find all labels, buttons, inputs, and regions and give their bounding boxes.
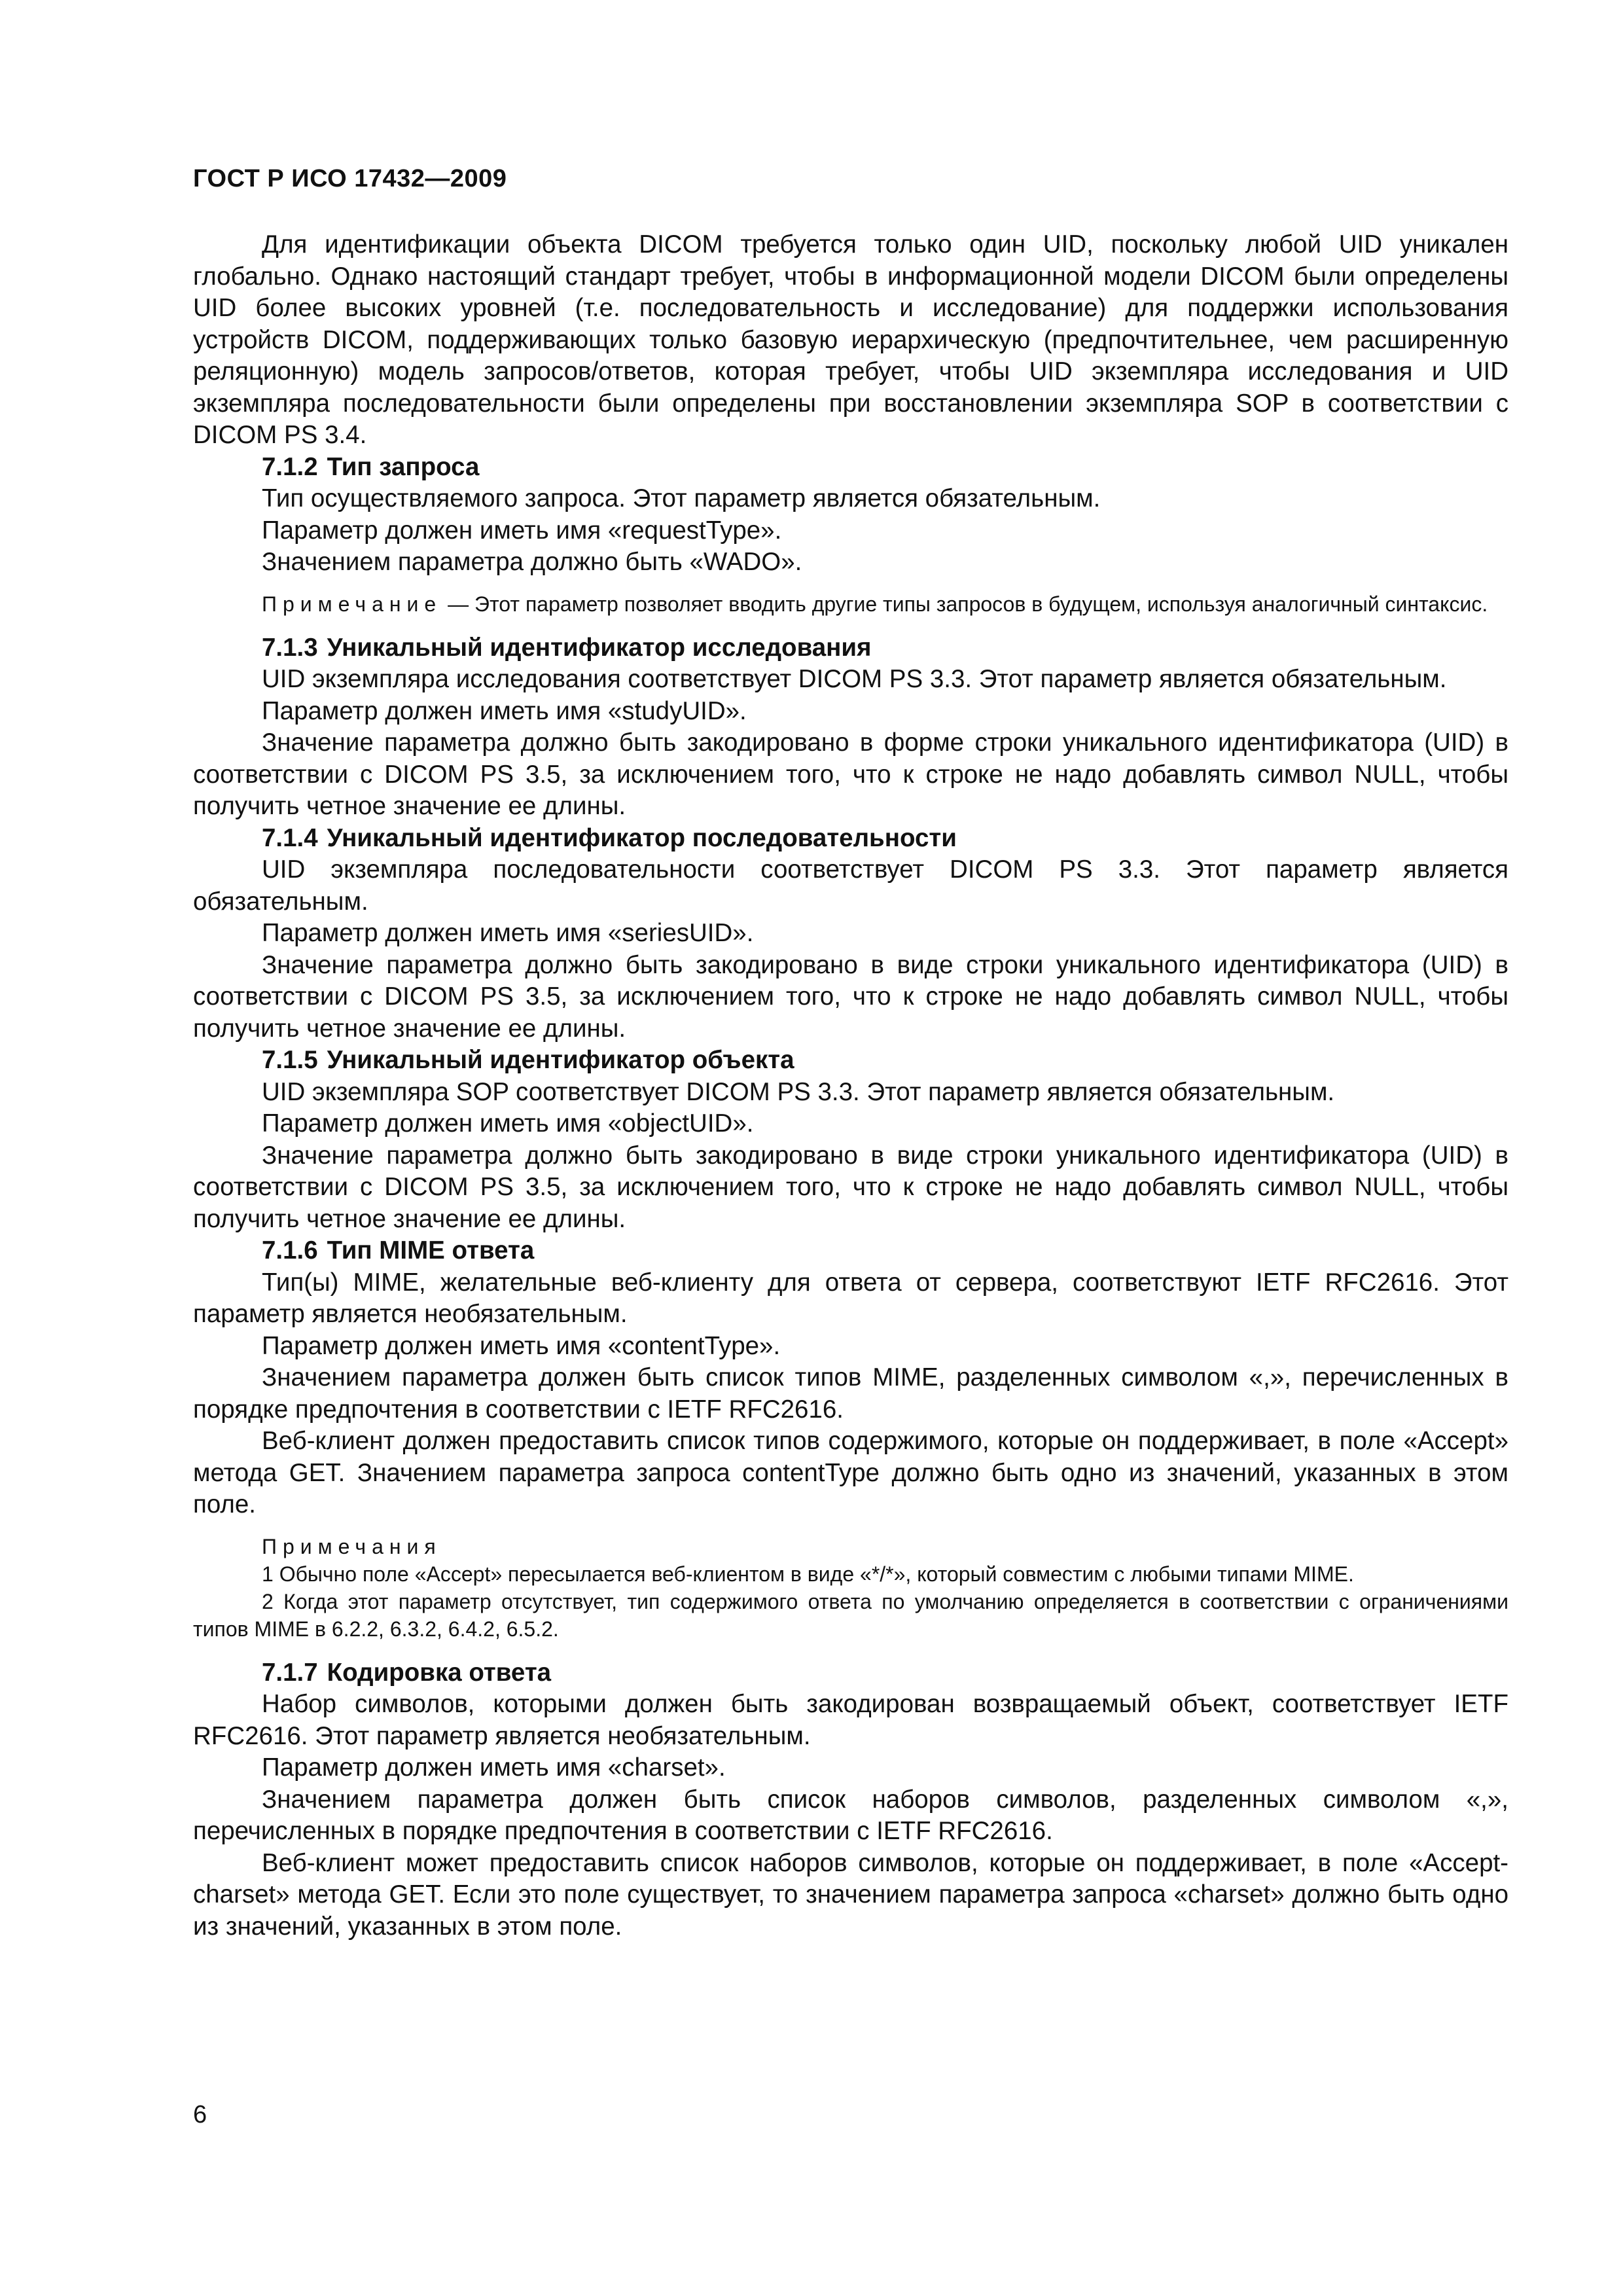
standard-header: ГОСТ Р ИСО 17432—2009 — [193, 165, 507, 192]
section-title: Тип MIME ответа — [327, 1236, 535, 1265]
section-number: 7.1.4 — [262, 823, 318, 852]
note-label: Примечание — [262, 592, 442, 616]
section-heading-7-1-2 — [193, 452, 1508, 484]
paragraph: Набор символов, которыми должен быть закодирован возвращаемый объект, соответствует IETF RFC2616. Этот параметр является необязательным. — [193, 1690, 1508, 1750]
paragraph: Параметр должен иметь имя «charset». — [262, 1753, 726, 1782]
section-number: 7.1.2 — [262, 452, 318, 481]
paragraph: Параметр должен иметь имя «seriesUID». — [262, 919, 754, 947]
paragraph: Параметр должен иметь имя «requestType». — [262, 516, 782, 545]
section-number: 7.1.3 — [262, 633, 318, 662]
section-title: Тип запроса — [327, 452, 480, 481]
paragraph: Значением параметра должно быть «WADO». — [262, 548, 802, 576]
paragraph: UID экземпляра последовательности соответствует DICOM PS 3.3. Этот параметр является обязательным. — [193, 855, 1508, 916]
section-title: Уникальный идентификатор объекта — [327, 1046, 794, 1074]
section-heading-7-1-3 — [193, 632, 1508, 664]
paragraph: Веб-клиент может предоставить список наборов символов, которые он поддерживает, в поле «Accept-charset» метода GET. Если это поле существует, то значением параметра запроса «charset» должно быть одно из значений, указанных в этом поле. — [193, 1848, 1508, 1941]
paragraph: UID экземпляра исследования соответствует DICOM PS 3.3. Этот параметр является обязательным. — [262, 665, 1447, 693]
paragraph: Значение параметра должно быть закодировано в виде строки уникального идентификатора (UID) в соответствии с DICOM PS 3.5, за исключением того, что к строке не надо добавлять символ NULL, чтобы получить четное значение ее длины. — [193, 950, 1508, 1043]
section-heading-7-1-6 — [193, 1235, 1508, 1267]
section-number: 7.1.7 — [262, 1658, 318, 1687]
section-heading-7-1-7 — [193, 1657, 1508, 1689]
paragraph: Параметр должен иметь имя «objectUID». — [262, 1109, 754, 1138]
notes-label-text: Примечания — [262, 1534, 442, 1558]
section-title: Уникальный идентификатор последовательности — [327, 823, 957, 852]
document-page — [193, 0, 1508, 2296]
paragraph: UID экземпляра SOP соответствует DICOM PS 3.3. Этот параметр является обязательным. — [262, 1077, 1335, 1106]
section-number: 7.1.5 — [262, 1046, 318, 1074]
paragraph: Веб-клиент должен предоставить список типов содержимого, которые он поддерживает, в поле «Accept» метода GET. Значением параметра запроса contentType должно быть одно из значений, указанных в этом поле. — [193, 1427, 1508, 1518]
section-title: Уникальный идентификатор исследования — [327, 633, 872, 662]
section-heading-7-1-5 — [193, 1045, 1508, 1077]
note — [193, 590, 1508, 618]
section-heading-7-1-4 — [193, 823, 1508, 855]
intro-paragraph: Для идентификации объекта DICOM требуется только один UID, поскольку любой UID уникален глобально. Однако настоящий стандарт требует, чтобы в информационной модели DICOM были определены UID более высоких уровней (т.е. последовательность и исследование) для поддержки использования устройств DICOM, поддерживающих только базовую иерархическую (предпочтительнее, чем расширенную реляционную) модель запросов/ответов, которая требует, чтобы UID экземпляра исследования и UID экземпляра последовательности были определены при восстановлении экземпляра SOP в соответствии с DICOM PS 3.4. — [193, 230, 1508, 449]
note-item: 1 Обычно поле «Accept» пересылается веб-клиентом в виде «*/*», который совместим с любыми типами MIME. — [262, 1562, 1354, 1586]
page-number: 6 — [193, 2101, 207, 2128]
note-text: — Этот параметр позволяет вводить другие типы запросов в будущем, используя аналогичный синтаксис. — [442, 592, 1488, 616]
section-title: Кодировка ответа — [327, 1658, 552, 1687]
paragraph: Тип осуществляемого запроса. Этот параметр является обязательным. — [262, 484, 1101, 512]
paragraph: Параметр должен иметь имя «contentType». — [262, 1331, 781, 1360]
paragraph: Тип(ы) MIME, желательные веб-клиенту для ответа от сервера, соответствуют IETF RFC2616. Этот параметр является необязательным. — [193, 1268, 1508, 1328]
paragraph: Значение параметра должно быть закодировано в форме строки уникального идентификатора (UID) в соответствии с DICOM PS 3.5, за исключением того, что к строке не надо добавлять символ NULL, чтобы получить четное значение ее длины. — [193, 728, 1508, 820]
section-number: 7.1.6 — [262, 1236, 318, 1265]
notes-label — [193, 1533, 1508, 1560]
paragraph: Значение параметра должно быть закодировано в виде строки уникального идентификатора (UID) в соответствии с DICOM PS 3.5, за исключением того, что к строке не надо добавлять символ NULL, чтобы получить четное значение ее длины. — [193, 1141, 1508, 1233]
document-body — [193, 229, 1508, 1943]
note-item: 2 Когда этот параметр отсутствует, тип содержимого ответа по умолчанию определяется в соответствии с ограничениями типов MIME в 6.2.2, 6.3.2, 6.4.2, 6.5.2. — [193, 1589, 1508, 1641]
paragraph: Значением параметра должен быть список наборов символов, разделенных символом «,», перечисленных в порядке предпочтения в соответствии с IETF RFC2616. — [193, 1785, 1508, 1845]
paragraph: Значением параметра должен быть список типов MIME, разделенных символом «,», перечисленных в порядке предпочтения в соответствии с IETF RFC2616. — [193, 1363, 1508, 1424]
paragraph: Параметр должен иметь имя «studyUID». — [262, 696, 747, 725]
